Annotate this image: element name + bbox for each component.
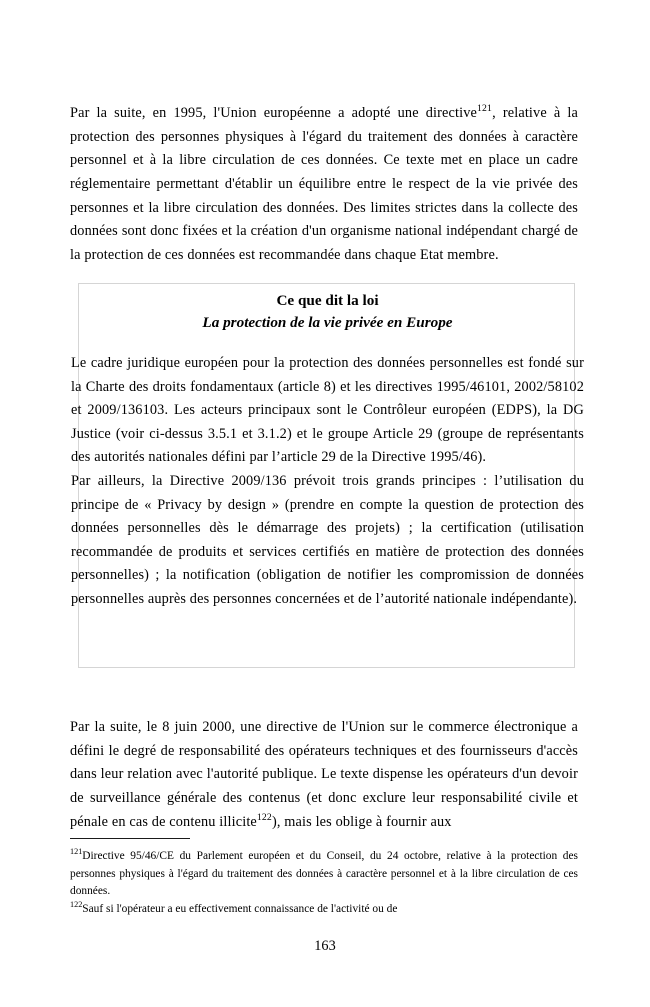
footnote-number: 122 xyxy=(70,899,83,909)
paragraph-intro-text: Par la suite, en 1995, l'Union européenne a adopté une directive xyxy=(70,105,478,122)
footnote-text: Directive 95/46/CE du Parlement européen et du Conseil, du 24 octobre, relative à la protection des personnes physiques à l'égard du traitement des données à caractère personnel et à la libre circulation de ces données. xyxy=(70,850,578,897)
paragraph-after-callout-text-rest: ), mais les oblige à fournir aux xyxy=(271,813,452,830)
footnote-marker-121[interactable]: 121 xyxy=(477,103,493,115)
callout-paragraph-1: Le cadre juridique européen pour la protection des données personnelles est fondé sur la Charte des droits fondamentaux (article 8) et les directives 1995/46101, 2002/58102 et 2009/136103. Les acteurs principaux sont le Contrôleur européen (EDPS), la DG Justice (voir ci-dessus 3.5.1 et 3.1.2) et le groupe Article 29 (groupe de représentants des autorités nationales défini par l’article 29 de la Directive 1995/46). xyxy=(71,355,584,466)
footnote-number: 121 xyxy=(70,847,83,857)
footnote-item xyxy=(70,901,578,919)
callout-subtitle: La protection de la vie privée en Europe xyxy=(202,314,453,331)
footnote-text: Sauf si l'opérateur a eu effectivement connaissance de l'activité ou de xyxy=(82,902,398,915)
paragraph-intro-text-rest: , relative à la protection des personnes physiques à l'égard du traitement des données à caractère personnel et à la libre circulation de ces données. Ce texte met en place un cadre réglementaire permettant d'établir un équilibre entre le respect de la vie privée des personnes et la libre circulation des données. Des limites strictes dans la collecte des données sont donc fixées et la création d'un organisme national indépendant chargé de la protection de ces données est recommandée dans chaque Etat membre. xyxy=(70,105,579,263)
footnote-item xyxy=(70,848,578,901)
callout-body xyxy=(71,352,584,612)
paragraph-after-callout-text: Par la suite, le 8 juin 2000, une directive de l'Union sur le commerce électronique a défini le degré de responsabilité des opérateurs techniques et des fournisseurs d'accès dans leur relation avec l'autorité publique. Le texte dispense les opérateurs d'un devoir de surveillance générale des contenus (et donc exclure leur responsabilité civile et pénale en cas de contenu illicite xyxy=(70,719,578,830)
footnote-list xyxy=(70,848,578,918)
page-number: 163 xyxy=(314,938,336,954)
paragraph-intro xyxy=(70,102,578,267)
footnote-marker-122[interactable]: 122 xyxy=(256,811,272,823)
callout-box-ce-que-dit-la-loi xyxy=(71,283,584,668)
callout-paragraph-2: Par ailleurs, la Directive 2009/136 prévoit trois grands principes : l’utilisation du principe de « Privacy by design » (prendre en compte la question de protection des données personnelles dès le démarrage des projets) ; la certification (utilisation recommandée de produits et services certifiés en matière de protection des données personnelles) ; la notification (obligation de notifier les compromission de données personnelles auprès des personnes concernées et de l’autorité nationale indépendante). xyxy=(71,472,584,607)
callout-title: Ce que dit la loi xyxy=(276,292,379,309)
footnote-separator-rule xyxy=(70,838,190,839)
paragraph-after-callout xyxy=(70,716,578,834)
